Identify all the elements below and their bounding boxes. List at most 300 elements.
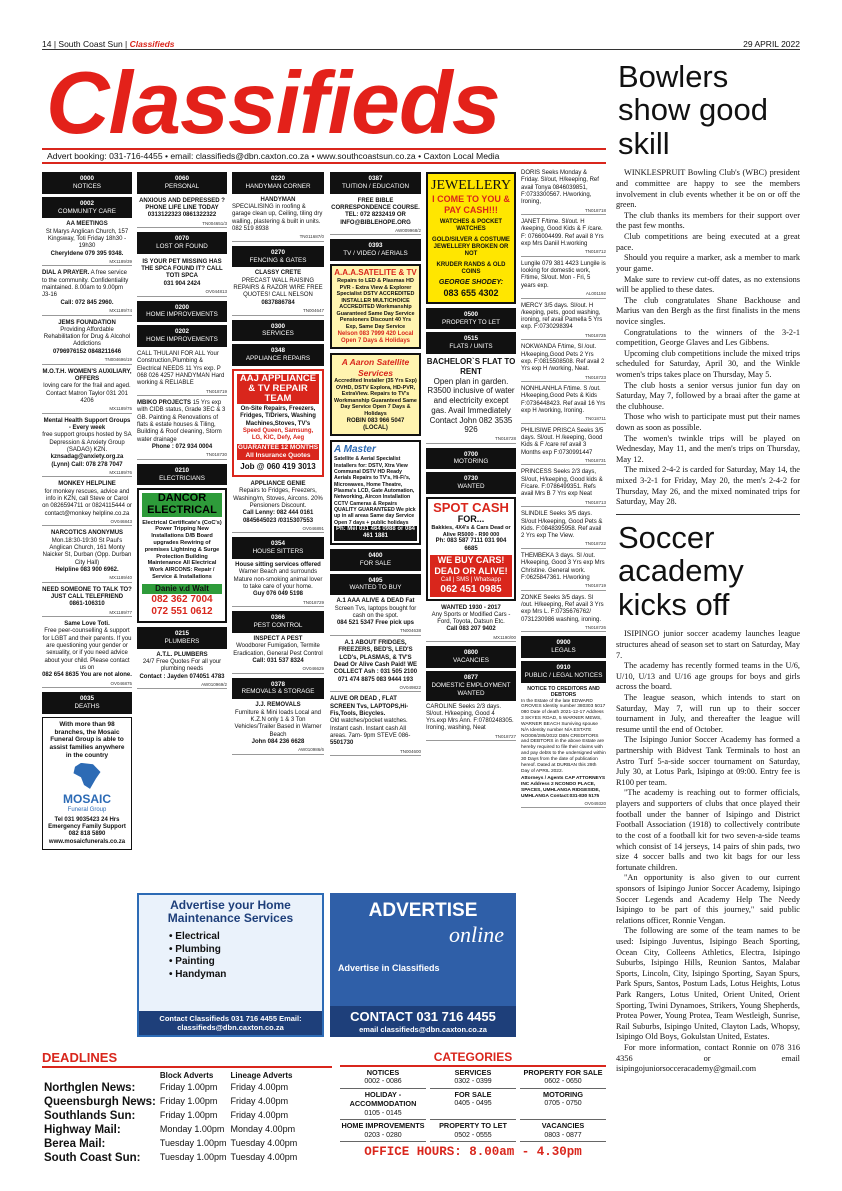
ad-contact: Guy 076 049 5198 [252,591,304,598]
ad-title: Mental Health Support Groups - Every week [43,417,131,431]
dancor-ad [137,488,227,623]
deadline-cell: Monday 4.00pm [230,1124,296,1135]
deadline-cell: Tuesday 1.00pm [159,1152,227,1163]
ad-contact: Call 083 207 9402 [446,626,496,633]
section-name: Classifieds [129,39,175,49]
column-4 [330,170,421,760]
ad-title: DIAL A PRAYER. [42,270,90,277]
category-range: 0502 - 0555 [454,1131,492,1139]
jewellery-title: JEWELLERY [431,178,512,193]
office-hours: OFFICE HOURS: 8.00am - 4.30pm [364,1145,582,1160]
ad-ref: MX1189/77 [42,610,132,617]
section-header: 0800 VACANCIES [426,646,516,668]
ad-text: Old watches/pocket watches. Instant cash. Instant cash All areas. 7am- 9pm STEVE 086- [330,718,411,739]
legal-notice-attorneys: Attorneys / Agents CAP ATTORNEYS INC Address 2 NCONDO PLACE, SPACES, UMHLANGA RIDGESIDE, UMHLANGA Contact:031-830 5175 [521,776,606,800]
deadline-cell: Queensburgh News: [44,1095,156,1108]
column-1 [42,170,132,854]
maintenance-ad-contact: Contact Classifieds 031 716 4455 Email: classifieds@dbn.caxton.co.za [139,1011,322,1035]
category-item [340,1091,426,1121]
list-item: NONHLANHLA F/time. S /out. H/keeping,Good Pets & Kids F:0736448423. Ref avail 16 Yrs exp H /working, Ironing. [521,385,606,414]
a-master-title: A Master [334,444,376,456]
section-header: 0910 PUBLIC / LEGAL NOTICES [521,661,606,683]
category-name: NOTICES [366,1067,400,1077]
story-divider [616,514,800,515]
spot-cash-text: Bakkies, 4X4's & Cars Dead or Alive R5000 - R90 000 [431,525,511,538]
categories-title: CATEGORIES [340,1050,606,1067]
deadline-cell: Friday 4.00pm [230,1110,289,1121]
ad-contact: 084 521 5347 Free pick ups [336,620,415,627]
story-paragraph: Make sure to review cut-off dates, as no extensions will be applied to these dates. [616,274,800,295]
aaj-guarantee: GUARANTEE 12 MONTHS All Insurance Quotes [237,444,319,460]
ad-text: Mon.18:30-19:30 St Paul's Anglican Church, 161 Monty Naicker St, Durban (Opp. Durban City Hall) [42,537,132,566]
section-header: 0495 WANTED TO BUY [330,574,421,596]
category-item [430,1091,516,1121]
category-range: 0203 - 0280 [364,1131,402,1139]
ad-text: 15 Yrs exp with CIDB status, Grade 3EC & 3 GB. Painting & Renovations of flats & estate houses & Tiling, Building & Roof cleaning, Storm water drainage [137,400,226,443]
story-column [616,60,800,1075]
story-paragraph: The academy has recently formed teams in the U/6, U/10, U/13 and U/16 age groups for boys and girls across the board. [616,661,800,692]
ad-contact: Contact : Jayden 074051 4783 [139,673,225,680]
ad-ref: OV046891 [232,526,324,533]
list-item: MERCY 3/5 days. Sl/out. H /keeping, pets, good washing, ironing, ref avail Pamella 5 Yrs exp. F:0730298394 [521,302,603,331]
ad-contact: Helpline 083 900 6962. [55,566,119,573]
dancor-phone: 072 551 0612 [151,605,213,617]
section-header: 0515 FLATS / UNITS [426,332,516,354]
ad-title: House sitting services offered [235,562,321,569]
deadline-cell: Monday 1.00pm [159,1124,225,1135]
ad-contact: 031 904 2424 [163,280,201,287]
ad-text: Screen Tvs, laptops bought for cash on the spot. [334,605,417,619]
advert-booking-bar: Advert booking: 031-716-4455 • email: classifieds@dbn.caxton.co.za • www.southcoastsun.co.za • Caxton Local Media [42,148,606,164]
maintenance-ad-title: Advertise your Home Maintenance Services [167,898,294,926]
jewellery-name: GEORGE SHODEY: [438,279,504,287]
list-item: PRINCESS Seeks 2/3 days, Sl/out, H/keeping, Good kids & F/care. F:0786499351. Refs avail Mrs B 7 Yrs exp Neat [521,469,603,498]
ad-ref: TN004600 [330,749,421,756]
ad-text: Free peer-counselling & support for LGBT and their parents. If you are questioning your gender or sexuality, or if you need advice about your child. Please contact us on [42,628,132,671]
section-header: 0400 FOR SALE [330,549,421,571]
ad-ref: MX1189/40 [42,575,132,582]
dancor-title: DANCOR ELECTRICAL [142,493,222,516]
deadline-cell: Tuesday 4.00pm [230,1152,298,1163]
buy-cars-phone: 062 451 0985 [430,584,512,596]
ad-contact: Call: 072 845 2960. [60,299,114,306]
ad-ref: TN018725 [521,333,606,340]
story-headline: Bowlers show good skill [618,59,768,161]
issue-date: 29 APRIL 2022 [743,39,800,49]
category-range: 0105 - 0145 [364,1109,402,1117]
section-header: 0200 HOME IMPROVEMENTS [137,301,227,323]
folio-bar [42,38,800,50]
advertise-contact-bar [330,1006,516,1037]
ad-contact: 0861-106310 [69,601,105,608]
ad-ref: TN018713 [521,500,606,507]
category-range: 0302 - 0399 [454,1078,492,1086]
ad-title: AA MEETINGS [66,221,108,228]
jewellery-item: WATCHES & POCKET WATCHES [439,219,503,233]
aaa-title: A.A.A.SATELITE & TV [334,268,417,278]
story-paragraph: Should you require a marker, ask a member to mark your game. [616,253,800,273]
paper-name: South Coast Sun [58,39,123,49]
ad-ref: TN018718 [521,208,606,215]
story-paragraph: Congratulations to the winners of the 3-2-1 competition, George Glaves and Les Gibbens. [616,327,800,348]
ad-contact: 082 654 8635 You are not alone. [42,672,132,679]
ad-text: PRECAST WALL RAISING REPAIRS & RAZOR WIRE FREE QUOTES! CALL NELSON [233,277,323,299]
list-item: JANET F/time. Sl/out. H /keeping, Good Kids & F /care. F: 0766004499. Ref avail 8 Yrs exp Mrs Daniil H.working [521,219,604,247]
category-name: SERVICES [454,1067,492,1077]
story-paragraph: The club congratulates Shane Backhouse and Marius van den Bergh as the first finalists in the mens novice singles. [616,295,800,326]
story-paragraph: The club hosts a senior versus junior fun day on Saturday, May 7, followed by a braai after the game at the clubhouse. [616,380,800,411]
ad-title: MONKEY HELPLINE [58,481,116,488]
section-header: 0035 DEATHS [42,692,132,714]
dancor-services: Electrical Certificate's (CoC's) Power Tripping New Installations D/B Board upgrades Rewiring of premises Lightning & Surge Protection Building Maintenance All Electrical Work AIRCONS: Repair / Service & Installations [142,519,222,581]
list-item: THEMBEKA 3 days. Sl /out. H/keeping, Good 3 Yrs exp Mrs Christine. General work. F:0625847361. H/working [521,552,605,581]
aaron-phone: ROBIN 083 966 5047 (LOCAL) [346,417,405,431]
section-header: 0070 LOST OR FOUND [137,232,227,254]
maintenance-item: • Handyman [169,968,227,980]
section-header: 0393 TV / VIDEO / AERIALS [330,239,421,261]
aaa-satelite-ad [330,264,421,349]
ad-ref: OV049822 [330,685,421,692]
ad-text: for monkey rescues, advice and info in KZN, call Steve or Carol on 0826594711 or 0824115444 or contact@monkey helpline.co.za [42,488,132,517]
ad-contact: Contact John 082 3535 926 [429,415,513,435]
category-item [430,1122,516,1142]
category-name: FOR SALE [454,1089,492,1099]
spot-cash-for: FOR... [457,514,485,525]
ad-text: Providing Affordable Rehabilitation for Drug & Alcohol Addictions [43,326,131,348]
section-header: 0354 HOUSE SITTERS [232,537,324,559]
category-item [520,1091,606,1121]
list-item: ZONKE Seeks 3/5 days. Sl /out. H/keeping, Ref avail 3 Yrs exp Mrs L. F:0735676762/ 0731230986 washing, ironing. [521,594,604,623]
section-header: 0387 TUITION / EDUCATION [330,172,421,194]
ad-ref: OV046875 [42,681,132,688]
section-header: 0348 APPLIANCE REPAIRS [232,344,324,366]
dancor-name: Danie v.d Walt [142,584,222,594]
aaj-phone: Job @ 060 419 3013 [240,462,316,472]
category-range: 0705 - 0750 [544,1100,582,1108]
ad-ref: OV046843 [42,519,132,526]
story-paragraph: The league season, which intends to start on Saturday, May 7, will run up to their soccer tournament in July, and thereafter the league will resume until the end of October. [616,692,800,734]
story-paragraph: Those who wish to participate must put their names down as soon as possible. [616,412,800,433]
jewellery-slogan: I COME TO YOU & PAY CASH!!! [432,194,510,216]
deadline-row [42,1151,299,1165]
story-paragraph: The club thanks its members for their support over the past few months. [616,210,800,231]
section-header: 0378 REMOVALS & STORAGE [232,678,324,700]
deadline-cell: Friday 1.00pm [159,1110,218,1121]
folio-left: 14 | South Coast Sun | Classifieds [42,39,175,49]
story-paragraph: For more information, contact Ronnie on 078 316 4356 or email isipingojuniorsocceracademy@gmail.com [616,1043,800,1074]
ad-ref: MX1189/74 [42,308,132,315]
ad-title: INSPECT A PEST [253,635,303,642]
section-header: 0202 HOME IMPROVEMENTS [137,325,227,347]
ad-ref: TN018726 [521,625,606,632]
story-paragraph: "The academy is reaching out to former officials, players and supporters of clubs that once played their football under the banner of Isipingo and District Football Association (1918) to collectively contribute to the cost of a football kit for two seven-a-side teams which consist of 14 jerseys, 14 pairs of shin pads, two size 4 soccer balls and two kit bags for our less fortunate children. [616,788,800,872]
ad-ref: TN004647 [232,308,324,315]
jewellery-item: KRUDER RANDS & OLD COINS [436,261,506,275]
story-paragraph: The women's twinkle trips will be played on Wednesday, May 11, and the men's trips on Thursday, May 12. [616,433,800,464]
aaron-satellite-ad [330,353,421,436]
section-header: 0700 MOTORING [426,448,516,470]
a-master-phone: Ph: Mel 031 464 0988 or 084 461 1881 [335,526,416,540]
ad-title: WANTED 1930 - 2017 [441,604,501,611]
story-paragraph: WINKLESPRUIT Bowling Club's (WBC) president and committee are happy to see the members involvement in club events whether it be on or off the green. [616,168,800,210]
deadlines-title: DEADLINES [42,1050,332,1068]
legal-notice-text: In the Estate of the late EDWARD GROVES Identity number 380303 5017 080 Date of death 2021-12-17 Address 3 SKYES ROAD, 5 WARNER MEWS, WARNER BEACH Surviving spouse N/A Identity number N/A ESTATE NO008/285/2022 DBN CREDITORS and DEBTORS in the above Estate are hereby required to file their claims with and pay debts to the undersigned within 30 Days from the date of publication hereof. Dated at DURBAN this 29th Day of APRIL 2022. [521,698,606,774]
deadlines-box [42,1050,332,1165]
ad-title: BACHELOR`S FLAT TO RENT [426,357,516,376]
ad-title: M.O.T.H. WOMEN'S AUXILIARY, OFFERS [42,368,132,382]
ad-title: HANDYMAN [260,196,296,203]
ad-ref: TN018712 [521,249,606,256]
advertise-online-house-ad [330,893,516,1037]
ad-title: ANXIOUS AND DEPRESSED ?PHONE LIFE LINE TODAY [139,197,225,212]
ad-text: St Marys Anglican Church, 157 Kingsway, Toti Friday 18h30 - 19h30 [45,228,129,250]
ad-text: Furniture & Mini loads Local and K.Z.N only 1 & 3 Ton Vehicles/Trailer Based in Warner Beach [234,709,322,738]
ad-ref: OV044813 [137,289,227,296]
advertise-phone: CONTACT 031 716 4455 [350,1009,496,1024]
story-body [616,629,800,1075]
domestic-ads-list [521,170,606,632]
aaa-services: Repairs to LED & Plasmas HD PVR - Extra View & Explorer Specialist DSTV ACCREDITED INSTALLER MULTICHOICE ACCREDITED Workmanship Guaranteed Same Day Service Pensioners Discount 40 Yrs Exp, Same Day Service [336,277,415,331]
ad-contact: Cheryldene 079 395 9348. [50,250,124,257]
legal-notice-title: NOTICE TO CREDITORS AND DEBTORS [527,685,600,699]
category-range: 0002 - 0086 [364,1078,402,1086]
ad-ref: TN018728 [426,436,516,443]
section-header: 0900 LEGALS [521,636,606,658]
maintenance-item: • Electrical [169,931,220,943]
aaj-services: On-Site Repairs, Freezers, Fridges, T/Driers, Washing Machines,Stoves, TV's [240,405,316,427]
ad-contact: Phone : 072 934 0004 [151,443,213,450]
mosaic-contact: Tel 031 9035423 24 Hrs Emergency Family Support 082 818 5890 www.mosaicfunerals.co.za [48,816,126,845]
section-header: 0060 PERSONAL [137,172,227,194]
ad-ref: TN004696/19 [42,357,132,364]
mosaic-logo: MOSAIC [63,791,111,806]
maintenance-house-ad [137,893,324,1037]
section-header: 0500 PROPERTY TO LET [426,308,516,330]
section-header: 0366 PEST CONTROL [232,611,324,633]
ad-text: Repairs to Fridges, Freezers, Washing/m, Stoves, Aircons. 20% Pensioners Discount. [233,488,323,509]
deadline-cell: Tuesday 4.00pm [230,1138,298,1149]
ad-title: ALIVE OR DEAD , FLAT SCREEN Tvs, LAPTOPS,Hi-Fis,Tools, Bicycles. [330,696,409,717]
ad-ref: MX1189/76 [42,470,132,477]
story-paragraph: "An opportunity is also given to our current sponsors of Isipingo Junior Soccer Academy, Isipingo Soccer Legends and Academy Help The Needy Isipingo to be part of this journey," said public relations officer, Ronnie Vengan. [616,873,800,925]
category-name: VACANCIES [541,1121,585,1131]
section-header: 0210 ELECTRICIANS [137,464,227,486]
ad-ref: AW009968/2 [330,228,421,235]
aaa-phone: Nelson 083 7999 420 Local Open 7 Days & Holidays [337,330,414,344]
maintenance-item: • Plumbing [169,943,221,955]
deadline-cell: Berea Mail: [44,1137,106,1150]
spot-cash-phone: Ph: 083 587 7111 031 904 6685 [435,538,507,552]
column-2 [137,170,227,693]
mosaic-tagline: With more than 98 branches, the Mosaic Funeral Group is able to assist families anywhere in the country [49,720,125,760]
aaj-ad [232,369,324,477]
ad-ref: TN018719 [521,583,606,590]
list-item: DORIS Seeks Monday & Friday. Sl/out, H/keeping, Ref avail Tonya 0846039851, F:0733300567. H/working, Ironing, [521,170,599,206]
ad-contact: Dead Or Alive Cash Paid! WE COLLECT Ash : 031 505 2100 071 474 8875 083 9444 193 [333,661,418,683]
ad-title: NEED SOMEONE TO TALK TO? JUST CALL TELEFRIEND [42,586,132,601]
category-name: HOLIDAY - ACCOMMODATION [349,1089,417,1109]
ad-ref: TN011687/0 [232,234,324,241]
category-item [430,1069,516,1089]
ad-title: A.1 AAA ALIVE & DEAD Fat [336,598,415,605]
ad-contact: kznsadag@anxiety.org.za (Lynn) Call: 078 278 7047 [50,454,124,468]
ad-contact: 0796976152 0848211646 [52,348,122,355]
ad-ref: MX1189/39 [42,259,132,266]
category-range: 0602 - 0650 [544,1078,582,1086]
deadline-cell: Tuesday 1.00pm [159,1138,227,1149]
ad-contact: Call: 031 537 8324 [252,657,304,664]
story-paragraph: The following are some of the team names to be used: Isipingo Juventus, Isipingo Beach Sporting, Ocean City, Colleens Athletics, Electra, Isipingo Suburbs, Isipingo Hills, Reunion Santos, Malabar Sports, Lincoln, City, Isipingo Sporting, Sayan Spurs, Park Spurs, Santos, Postum Lads, Lotus Heights, Lotus Park Rangers, Lotus United, Orient United, Orient Sporting, Twini Dynamoes, Strikers, Young Shepherds, Protea Power, Young Protea, Team Westleigh, Sunrise, Rail Suburbs, Isipingo United, Clayton Lads, Whopsy, Isipingo Old Boys, Gokulstan United, Estates. [616,926,800,1042]
ad-text: A free service to the community. Confidentiality maintained. 8.00am to 9.00pm J3-16 [42,270,129,299]
ad-ref: TN018729 [232,600,324,607]
deadline-cell: Friday 4.00pm [230,1082,289,1093]
ad-title: J.J. REMOVALS [255,702,301,709]
ad-ref: AL001192 [521,291,606,298]
ad-ref: OV049320 [521,801,606,808]
deadline-cell: Friday 1.00pm [159,1096,218,1107]
ad-ref: TN018731 [521,458,606,465]
ad-contact: 0313122323 0861322322 [147,212,217,219]
advertise-email: email classifieds@dbn.caxton.co.za [359,1024,487,1034]
category-item [520,1122,606,1142]
jewellery-ad [426,172,516,304]
deadline-row [42,1081,299,1095]
ad-ref: AW010969/2 [137,682,227,689]
maintenance-item: • Painting [169,956,215,968]
deadline-cell: Highway Mail: [44,1123,121,1136]
jewellery-item: GOLD/SILVER & COSTUME JEWELLERY BROKEN OR NOT [432,236,510,258]
deadline-row [42,1109,299,1123]
story-paragraph: Upcoming club competitions include the mixed trips scheduled for Saturday, April 30, and the Winkle women's trips takes place on Thursday, May 5. [616,348,800,379]
ad-contact: 5501730 [330,740,354,747]
dancor-phone: 082 362 7004 [151,593,213,605]
deadline-cell: Friday 4.00pm [230,1096,289,1107]
category-name: HOME IMPROVEMENTS [341,1121,425,1131]
column-3 [232,170,324,759]
categories-box [340,1050,606,1161]
spot-cash-ad [426,497,516,600]
list-item: NOKWANDA F/time, Sl /out. H/keeping,Good Pets 2 Yrs exp. F:0815508508. Ref avail 2 Yrs exp H /working, Neat. [521,344,605,373]
story-headline: Soccer academy kicks off [618,519,744,622]
ad-ref: MX1190/00 [426,635,516,642]
deadline-cell: Northglen News: [44,1081,136,1094]
section-header: 0270 FENCING & GATES [232,246,324,268]
a-master-services: Satellite & Aerial Specialist Installers for: DSTV, Xtra View Communal DSTV HD Ready Aerials Repairs to TV's, Hi-Fi's, Microwaves, Home Theatre, Plasma's LCD, Gate Automation, Networking, Aircon Installation CCTV Cameras & Repairs QUALITY GUARANTEED We pick up in all areas Same day Service Open 7 days + public holidays [334,456,416,526]
ad-ref: TN018727 [426,734,516,741]
ad-text: loving care for the frail and aged. Contact Matron Taylor 031 201 4206 [43,383,131,404]
ad-ref: TN004638 [330,628,421,635]
aaj-brands: Speed Queen, Samsung, LG, KIC, Defy, Aeg [242,427,314,442]
category-item [520,1069,606,1089]
ad-title: IS YOUR PET MISSING HAS THE SPCA FOUND IT? CALL TOTI SPCA [141,258,223,280]
mosaic-logo-sub: Funeral Group [67,806,107,813]
section-header: 0000 NOTICES [42,172,132,194]
categories-grid [340,1069,606,1143]
ad-ref: TN018719 [137,389,227,396]
category-name: MOTORING [543,1089,583,1099]
ad-ref: MX1189/75 [42,406,132,413]
ad-text: SPECIALISING in roofing & garage clean up, Ceiling, tiling dry walling, plastering & built in units. 082 519 8938 [232,204,323,232]
ad-title: Same Love Toti. [64,621,110,628]
ad-title: MBIKO PROJECTS [137,400,192,407]
story-paragraph: The mixed 2-4-2 is carded for Saturday, May 14, the mixed 3-2-1 for Friday, May 20, the men's 2-4-2 for Thursday, May 26, and the mixed nominated trips for Saturday, May 28. [616,465,800,507]
deadline-cell: Southlands Sun: [44,1109,136,1122]
ad-title: NARCOTICS ANONYMUS [50,530,124,537]
ad-text: CALL THULANI FOR ALL Your Construction,Plumbing & Electrical NEEDS 11 Yrs exp. P 068 026 4257 HANDYMAN Hard working & RELIABLE [137,351,225,387]
section-header: 0300 SERVICES [232,320,324,342]
ad-ref: TN018730 [137,452,227,459]
deadline-cell: Friday 1.00pm [159,1082,218,1093]
jewellery-phone: 083 655 4302 [443,287,499,298]
ad-text: 24/7 Free Quotes For all your plumbing needs [142,659,222,673]
list-item: Lungile 079 381 4423 Lungile is looking for domestic work, F/time, Sl/out. Mon - Fri, 5 years exp. [521,260,606,289]
deadline-row [42,1095,299,1109]
ad-title: FREE BIBLE CORRESPONDENCE COURSE. TEL: 072 8232419 OR INFO@BIBLEHOPE.ORG [331,197,420,226]
category-name: PROPERTY FOR SALE [523,1067,603,1077]
page-number: 14 [42,39,52,49]
aaron-title: A Aaron Satellite Services [341,357,410,378]
buy-cars-banner: WE BUY CARS! DEAD OR ALIVE! [430,555,512,577]
section-header: 0002 COMMUNITY CARE [42,197,132,219]
ad-title: CLASSY CRETE [254,270,302,277]
ad-text: Warner Beach and surrounds Mature non-smoking animal lover to take care of your home. [233,569,323,591]
africa-map-icon [72,763,102,789]
ad-text: Woodborer Fumigation, Termite Eradication, General Pest Control [233,643,323,657]
ad-text: Any Sports or Modified Cars - Ford, Toyota, Datsun Etc. [431,611,511,626]
section-header: 0730 WANTED [426,472,516,494]
category-item [340,1069,426,1089]
buy-cars-contact-label: Call | SMS | Whatsapp [430,577,512,584]
ad-contact: 0837886784 [261,299,295,306]
deadlines-col-header: Lineage Adverts [230,1070,293,1080]
a-master-ad [330,440,421,545]
ad-ref: AW010986/6 [232,747,324,754]
section-header: 0877 DOMESTIC EMPLOYMENT WANTED [426,671,516,701]
story-paragraph: Club competitions are being executed at a great pace. [616,232,800,252]
masthead-title: Classifieds [46,53,500,152]
story-paragraph: The Isipingo Junior Soccer Academy has formed a partnership with Bidvest Tank Terminals to host an Astro Turf 5-a-side soccer tournament on Saturday, July 30, at Lotus Park, Isipingo at 09:00. Entry fee is R100 per team. [616,735,800,787]
aaron-services: Accredited Installer (35 Yrs Exp) OVHD, DSTV Explora, HD-PVR, ExtraView. Repairs to TV's Workmanship Guaranteed Same Day Service Open 7 Days & Holidays [334,378,417,417]
spot-cash-title: SPOT CASH [433,500,509,516]
list-item: SLINDILE Seeks 3/5 days. Sl/out H/keeping, Good Pets & Kids. F:0848395958. Ref avail 2 Yrs exp The View. [521,511,603,540]
ad-title: JEMS FOUNDATION [58,319,116,326]
deadline-row [42,1123,299,1137]
deadline-row [42,1137,299,1151]
section-header: 0220 HANDYMAN CORNER [232,172,324,194]
list-item: PHILISIWE PRISCA Seeks 3/5 days. Sl/out. H /keeping, Good Kids & F /care ref avail 3 Months exp F:0730991447 [521,427,604,456]
aaj-title: AAJ APPLIANCE & TV REPAIR TEAM [237,374,319,404]
ad-text: free support groups hosted by SA Depression & Anxiety Group (SADAG) KZN. [42,432,132,453]
advertise-sub: Advertise in Classifieds [338,963,440,973]
deadlines-col-header: Block Adverts [159,1070,214,1080]
story-paragraph: ISIPINGO junior soccer academy launches league structures ahead of season set to start on Saturday, May 7. [616,629,800,660]
deadlines-table [42,1071,299,1165]
ad-ref: TN018723 [521,375,606,382]
ad-contact: Call Lenny: 082 444 0161 0845645023 /0315307553 [242,510,314,524]
advertise-online: online [449,922,504,948]
category-name: PROPERTY TO LET [439,1121,507,1131]
ad-ref: TN018711 [521,416,606,423]
maintenance-ad-items [169,931,322,981]
deadline-cell: South Coast Sun: [44,1151,141,1164]
ad-text: CAROLINE Seeks 2/3 days. Sl/out. H/keeping, Good 4 Yrs.exp Mrs Ann. F:0780248305. Ironing, washing, Neat [426,703,514,732]
ad-ref: TN018722 [521,541,606,548]
mosaic-ad [42,717,132,850]
ad-ref: TN004651/3 [137,221,227,228]
section-header: 0215 PLUMBERS [137,627,227,649]
ad-title: A.T.L. PLUMBERS [156,651,208,658]
ad-title: APPLIANCE GENIE [250,481,306,488]
